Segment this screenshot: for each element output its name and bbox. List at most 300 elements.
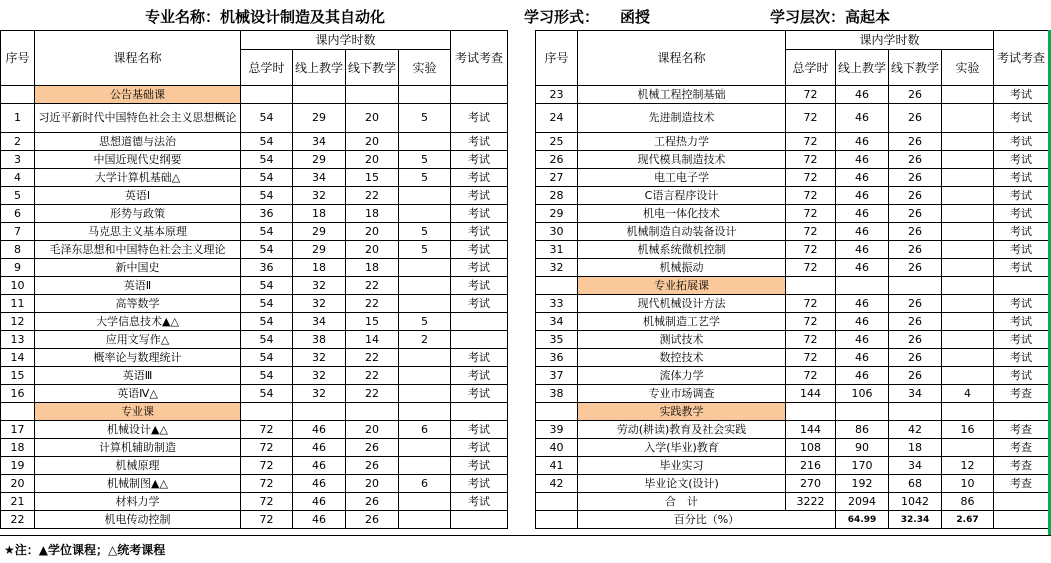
row-seq: 31	[536, 241, 578, 259]
row-course-name: 高等数学	[35, 295, 241, 313]
row-total-hours: 144	[786, 421, 836, 439]
table-row	[536, 187, 1049, 205]
right-course-table	[535, 30, 1049, 529]
row-total-hours: 72	[241, 511, 293, 529]
row-offline-hours: 26	[889, 133, 942, 151]
table-row	[1, 367, 508, 385]
row-total-hours: 72	[786, 187, 836, 205]
table-row	[1, 439, 508, 457]
row-course-name: 百分比（%）	[578, 511, 836, 529]
row-offline-hours: 26	[346, 493, 399, 511]
row-total-hours: 72	[786, 367, 836, 385]
row-offline-hours: 26	[889, 205, 942, 223]
row-online-hours: 170	[836, 457, 889, 475]
row-offline-hours: 26	[889, 241, 942, 259]
category-empty-cell	[994, 277, 1049, 295]
row-seq: 4	[1, 169, 35, 187]
table-row	[1, 241, 508, 259]
table-row	[536, 475, 1049, 493]
row-seq: 22	[1, 511, 35, 529]
row-course-name: 应用文写作△	[35, 331, 241, 349]
row-total-hours: 54	[241, 133, 293, 151]
row-lab-hours: 5	[399, 223, 451, 241]
row-online-hours: 46	[836, 104, 889, 133]
row-lab-hours: 86	[942, 493, 994, 511]
row-seq: 41	[536, 457, 578, 475]
category-empty-cell	[346, 86, 399, 104]
row-lab-hours: 5	[399, 169, 451, 187]
row-course-name: 现代模具制造技术	[578, 151, 786, 169]
table-row	[1, 313, 508, 331]
row-course-name: 材料力学	[35, 493, 241, 511]
offline-hours-header: 线下教学	[889, 50, 942, 86]
row-exam-type: 考试	[994, 169, 1049, 187]
category-empty-cell	[889, 403, 942, 421]
row-seq: 30	[536, 223, 578, 241]
category-empty-cell	[293, 403, 346, 421]
row-offline-hours: 22	[346, 295, 399, 313]
row-online-hours: 46	[293, 475, 346, 493]
row-course-name: 电工电子学	[578, 169, 786, 187]
row-course-name: 新中国史	[35, 259, 241, 277]
row-offline-hours: 15	[346, 313, 399, 331]
category-empty-cell	[889, 277, 942, 295]
row-exam-type	[994, 511, 1049, 529]
row-course-name: 劳动(耕读)教育及社会实践	[578, 421, 786, 439]
study-form-value: 函授	[620, 8, 651, 26]
category-empty-cell	[836, 277, 889, 295]
category-empty-cell	[942, 403, 994, 421]
exam-type-header: 考试考查	[994, 31, 1049, 86]
row-total-hours: 54	[241, 169, 293, 187]
row-exam-type: 考查	[994, 385, 1049, 403]
row-course-name: 工程热力学	[578, 133, 786, 151]
row-total-hours: 72	[786, 169, 836, 187]
row-exam-type: 考试	[994, 367, 1049, 385]
row-lab-hours	[942, 241, 994, 259]
table-row	[1, 104, 508, 133]
row-lab-hours	[942, 187, 994, 205]
row-offline-hours: 26	[889, 331, 942, 349]
row-lab-hours	[399, 277, 451, 295]
row-seq: 25	[536, 133, 578, 151]
hours-group-header: 课内学时数	[241, 31, 451, 50]
row-online-hours: 192	[836, 475, 889, 493]
row-total-hours: 270	[786, 475, 836, 493]
table-row	[536, 104, 1049, 133]
row-seq: 1	[1, 104, 35, 133]
row-online-hours: 29	[293, 104, 346, 133]
total-hours-header: 总学时	[241, 50, 293, 86]
row-lab-hours	[942, 313, 994, 331]
row-seq	[536, 511, 578, 529]
row-lab-hours: 5	[399, 313, 451, 331]
table-row	[1, 331, 508, 349]
category-row	[536, 403, 1049, 421]
row-offline-hours: 18	[346, 205, 399, 223]
row-course-name: 思想道德与法治	[35, 133, 241, 151]
footer-divider	[0, 535, 1051, 536]
row-offline-hours: 26	[889, 187, 942, 205]
row-online-hours: 34	[293, 133, 346, 151]
row-offline-hours: 26	[889, 295, 942, 313]
row-seq: 7	[1, 223, 35, 241]
row-seq: 13	[1, 331, 35, 349]
row-offline-hours: 68	[889, 475, 942, 493]
category-empty-cell	[241, 86, 293, 104]
table-row	[536, 349, 1049, 367]
row-course-name: 形势与政策	[35, 205, 241, 223]
row-online-hours: 46	[293, 493, 346, 511]
row-seq: 11	[1, 295, 35, 313]
category-row	[1, 86, 508, 104]
course-name-header: 课程名称	[35, 31, 241, 86]
row-seq: 33	[536, 295, 578, 313]
row-online-hours: 46	[293, 421, 346, 439]
row-exam-type: 考查	[994, 475, 1049, 493]
category-empty-cell	[942, 277, 994, 295]
row-exam-type: 考试	[451, 457, 508, 475]
table-row	[1, 421, 508, 439]
row-seq: 28	[536, 187, 578, 205]
row-lab-hours	[942, 169, 994, 187]
row-total-hours: 72	[241, 457, 293, 475]
row-online-hours: 2094	[836, 493, 889, 511]
row-lab-hours	[399, 133, 451, 151]
online-hours-header: 线上教学	[836, 50, 889, 86]
row-online-hours: 46	[293, 511, 346, 529]
category-seq-cell	[536, 277, 578, 295]
row-seq: 17	[1, 421, 35, 439]
hours-group-header: 课内学时数	[786, 31, 994, 50]
row-course-name: 大学信息技术▲△	[35, 313, 241, 331]
row-course-name: 毛泽东思想和中国特色社会主义理论	[35, 241, 241, 259]
row-seq: 8	[1, 241, 35, 259]
row-lab-hours: 2.67	[942, 511, 994, 529]
row-course-name: 概率论与数理统计	[35, 349, 241, 367]
row-online-hours: 46	[836, 295, 889, 313]
table-row	[536, 259, 1049, 277]
table-row	[1, 223, 508, 241]
table-row	[536, 367, 1049, 385]
row-course-name: 合 计	[578, 493, 786, 511]
row-lab-hours: 4	[942, 385, 994, 403]
row-seq: 20	[1, 475, 35, 493]
row-online-hours: 32	[293, 385, 346, 403]
row-online-hours: 18	[293, 259, 346, 277]
row-seq: 27	[536, 169, 578, 187]
row-online-hours: 46	[836, 187, 889, 205]
row-lab-hours	[942, 86, 994, 104]
row-total-hours: 72	[786, 313, 836, 331]
row-exam-type: 考试	[451, 104, 508, 133]
row-seq: 9	[1, 259, 35, 277]
row-online-hours: 106	[836, 385, 889, 403]
row-online-hours: 18	[293, 205, 346, 223]
row-seq: 36	[536, 349, 578, 367]
category-row	[1, 403, 508, 421]
row-exam-type: 考试	[451, 295, 508, 313]
category-seq-cell	[1, 86, 35, 104]
row-course-name: 机械制造自动装备设计	[578, 223, 786, 241]
row-total-hours: 54	[241, 241, 293, 259]
row-course-name: 计算机辅助制造	[35, 439, 241, 457]
row-course-name: 英语Ⅱ	[35, 277, 241, 295]
category-row	[536, 277, 1049, 295]
row-total-hours: 54	[241, 187, 293, 205]
row-online-hours: 46	[293, 457, 346, 475]
row-online-hours: 29	[293, 151, 346, 169]
row-course-name: 毕业实习	[578, 457, 786, 475]
row-online-hours: 46	[836, 313, 889, 331]
category-label: 公告基础课	[35, 86, 241, 104]
row-seq: 24	[536, 104, 578, 133]
row-seq: 32	[536, 259, 578, 277]
row-lab-hours	[399, 187, 451, 205]
row-offline-hours: 20	[346, 104, 399, 133]
row-total-hours: 72	[786, 241, 836, 259]
category-empty-cell	[399, 86, 451, 104]
row-lab-hours	[399, 349, 451, 367]
row-online-hours: 32	[293, 277, 346, 295]
row-offline-hours: 22	[346, 349, 399, 367]
row-offline-hours: 20	[346, 421, 399, 439]
row-online-hours: 29	[293, 241, 346, 259]
row-lab-hours	[399, 367, 451, 385]
row-total-hours: 72	[786, 133, 836, 151]
row-exam-type: 考试	[451, 169, 508, 187]
row-course-name: 流体力学	[578, 367, 786, 385]
row-course-name: 专业市场调查	[578, 385, 786, 403]
table-row	[536, 511, 1049, 529]
table-row	[1, 511, 508, 529]
table-row	[1, 169, 508, 187]
row-online-hours: 46	[293, 439, 346, 457]
row-online-hours: 34	[293, 169, 346, 187]
row-exam-type: 考试	[451, 241, 508, 259]
row-seq: 21	[1, 493, 35, 511]
row-exam-type: 考试	[451, 367, 508, 385]
row-offline-hours: 14	[346, 331, 399, 349]
row-exam-type: 考查	[994, 421, 1049, 439]
row-lab-hours	[399, 493, 451, 511]
table-row	[536, 86, 1049, 104]
row-lab-hours: 5	[399, 151, 451, 169]
row-online-hours: 46	[836, 151, 889, 169]
category-empty-cell	[994, 403, 1049, 421]
lab-hours-header: 实验	[399, 50, 451, 86]
course-name-header: 课程名称	[578, 31, 786, 86]
row-exam-type: 考试	[994, 187, 1049, 205]
row-total-hours: 54	[241, 349, 293, 367]
row-online-hours: 32	[293, 187, 346, 205]
row-seq: 26	[536, 151, 578, 169]
row-course-name: 机械工程控制基础	[578, 86, 786, 104]
row-exam-type: 考试	[451, 421, 508, 439]
row-lab-hours	[399, 511, 451, 529]
row-course-name: 习近平新时代中国特色社会主义思想概论	[35, 104, 241, 133]
row-seq: 34	[536, 313, 578, 331]
row-exam-type: 考试	[451, 349, 508, 367]
row-exam-type: 考试	[451, 385, 508, 403]
row-online-hours: 46	[836, 367, 889, 385]
online-hours-header: 线上教学	[293, 50, 346, 86]
category-empty-cell	[786, 403, 836, 421]
row-offline-hours: 26	[346, 457, 399, 475]
row-offline-hours: 22	[346, 367, 399, 385]
category-label: 实践教学	[578, 403, 786, 421]
row-exam-type: 考查	[994, 457, 1049, 475]
table-row	[536, 223, 1049, 241]
category-label: 专业课	[35, 403, 241, 421]
table-row	[536, 205, 1049, 223]
table-row	[536, 169, 1049, 187]
row-online-hours: 32	[293, 349, 346, 367]
row-online-hours: 46	[836, 349, 889, 367]
row-total-hours: 72	[786, 104, 836, 133]
row-seq: 15	[1, 367, 35, 385]
row-exam-type: 考试	[994, 295, 1049, 313]
row-exam-type: 考试	[994, 331, 1049, 349]
row-total-hours: 72	[786, 86, 836, 104]
left-course-table	[0, 30, 508, 529]
row-exam-type: 考试	[994, 133, 1049, 151]
legend-note: ★注：▲学位课程；△统考课程	[4, 543, 166, 557]
row-lab-hours	[399, 385, 451, 403]
row-offline-hours: 22	[346, 385, 399, 403]
row-total-hours: 144	[786, 385, 836, 403]
row-exam-type: 考试	[451, 151, 508, 169]
table-row	[1, 277, 508, 295]
row-seq: 12	[1, 313, 35, 331]
row-exam-type	[451, 511, 508, 529]
category-label: 专业拓展课	[578, 277, 786, 295]
row-lab-hours: 5	[399, 104, 451, 133]
row-seq: 10	[1, 277, 35, 295]
row-seq: 19	[1, 457, 35, 475]
row-lab-hours	[942, 151, 994, 169]
exam-type-header: 考试考查	[451, 31, 508, 86]
row-course-name: 大学计算机基础△	[35, 169, 241, 187]
category-seq-cell	[536, 403, 578, 421]
row-online-hours: 46	[836, 241, 889, 259]
row-seq: 38	[536, 385, 578, 403]
row-exam-type: 考试	[994, 104, 1049, 133]
table-row	[1, 187, 508, 205]
table-row	[536, 313, 1049, 331]
category-empty-cell	[451, 86, 508, 104]
row-total-hours: 72	[241, 421, 293, 439]
row-course-name: 数控技术	[578, 349, 786, 367]
category-empty-cell	[399, 403, 451, 421]
table-row	[1, 151, 508, 169]
row-total-hours: 54	[241, 277, 293, 295]
row-offline-hours: 18	[889, 439, 942, 457]
row-total-hours: 54	[241, 151, 293, 169]
category-empty-cell	[241, 403, 293, 421]
row-exam-type: 考试	[994, 241, 1049, 259]
row-online-hours: 46	[836, 331, 889, 349]
table-row	[536, 493, 1049, 511]
row-online-hours: 46	[836, 205, 889, 223]
row-offline-hours: 26	[889, 86, 942, 104]
row-offline-hours: 32.34	[889, 511, 942, 529]
row-online-hours: 38	[293, 331, 346, 349]
table-row	[536, 295, 1049, 313]
row-offline-hours: 26	[346, 439, 399, 457]
category-empty-cell	[293, 86, 346, 104]
category-empty-cell	[451, 403, 508, 421]
table-row	[1, 349, 508, 367]
table-row	[1, 205, 508, 223]
category-empty-cell	[836, 403, 889, 421]
row-lab-hours	[942, 439, 994, 457]
major-label: 专业名称：机械设计制造及其自动化	[145, 8, 386, 26]
row-offline-hours: 26	[889, 104, 942, 133]
row-offline-hours: 26	[889, 259, 942, 277]
row-total-hours: 36	[241, 259, 293, 277]
row-total-hours: 72	[786, 151, 836, 169]
row-total-hours: 72	[786, 259, 836, 277]
sheet-header	[0, 0, 1051, 30]
row-exam-type	[451, 313, 508, 331]
row-total-hours: 72	[241, 493, 293, 511]
row-exam-type: 考试	[994, 259, 1049, 277]
row-exam-type: 考试	[994, 86, 1049, 104]
row-exam-type: 考试	[451, 133, 508, 151]
row-course-name: 先进制造技术	[578, 104, 786, 133]
row-seq: 40	[536, 439, 578, 457]
row-exam-type	[451, 331, 508, 349]
row-course-name: 机械设计▲△	[35, 421, 241, 439]
row-exam-type: 考试	[994, 205, 1049, 223]
row-course-name: 测试技术	[578, 331, 786, 349]
table-row	[1, 259, 508, 277]
row-lab-hours	[399, 439, 451, 457]
row-course-name: C语言程序设计	[578, 187, 786, 205]
seq-header: 序号	[1, 31, 35, 86]
row-offline-hours: 15	[346, 169, 399, 187]
table-row	[536, 241, 1049, 259]
study-level-label: 学习层次：高起本	[770, 8, 891, 26]
row-seq: 6	[1, 205, 35, 223]
row-lab-hours	[399, 295, 451, 313]
row-total-hours: 72	[241, 439, 293, 457]
table-row	[536, 385, 1049, 403]
row-course-name: 英语Ⅲ	[35, 367, 241, 385]
table-row	[536, 457, 1049, 475]
row-exam-type	[994, 493, 1049, 511]
row-offline-hours: 26	[889, 313, 942, 331]
table-row	[536, 151, 1049, 169]
study-form-label: 学习形式：	[524, 8, 600, 26]
row-offline-hours: 26	[889, 169, 942, 187]
row-exam-type: 考试	[451, 277, 508, 295]
row-online-hours: 64.99	[836, 511, 889, 529]
category-seq-cell	[1, 403, 35, 421]
row-seq: 23	[536, 86, 578, 104]
row-lab-hours: 5	[399, 241, 451, 259]
row-total-hours: 108	[786, 439, 836, 457]
row-total-hours: 54	[241, 295, 293, 313]
row-offline-hours: 20	[346, 241, 399, 259]
row-course-name: 马克思主义基本原理	[35, 223, 241, 241]
row-offline-hours: 26	[889, 367, 942, 385]
row-offline-hours: 20	[346, 151, 399, 169]
row-seq: 18	[1, 439, 35, 457]
row-total-hours: 36	[241, 205, 293, 223]
row-online-hours: 46	[836, 133, 889, 151]
